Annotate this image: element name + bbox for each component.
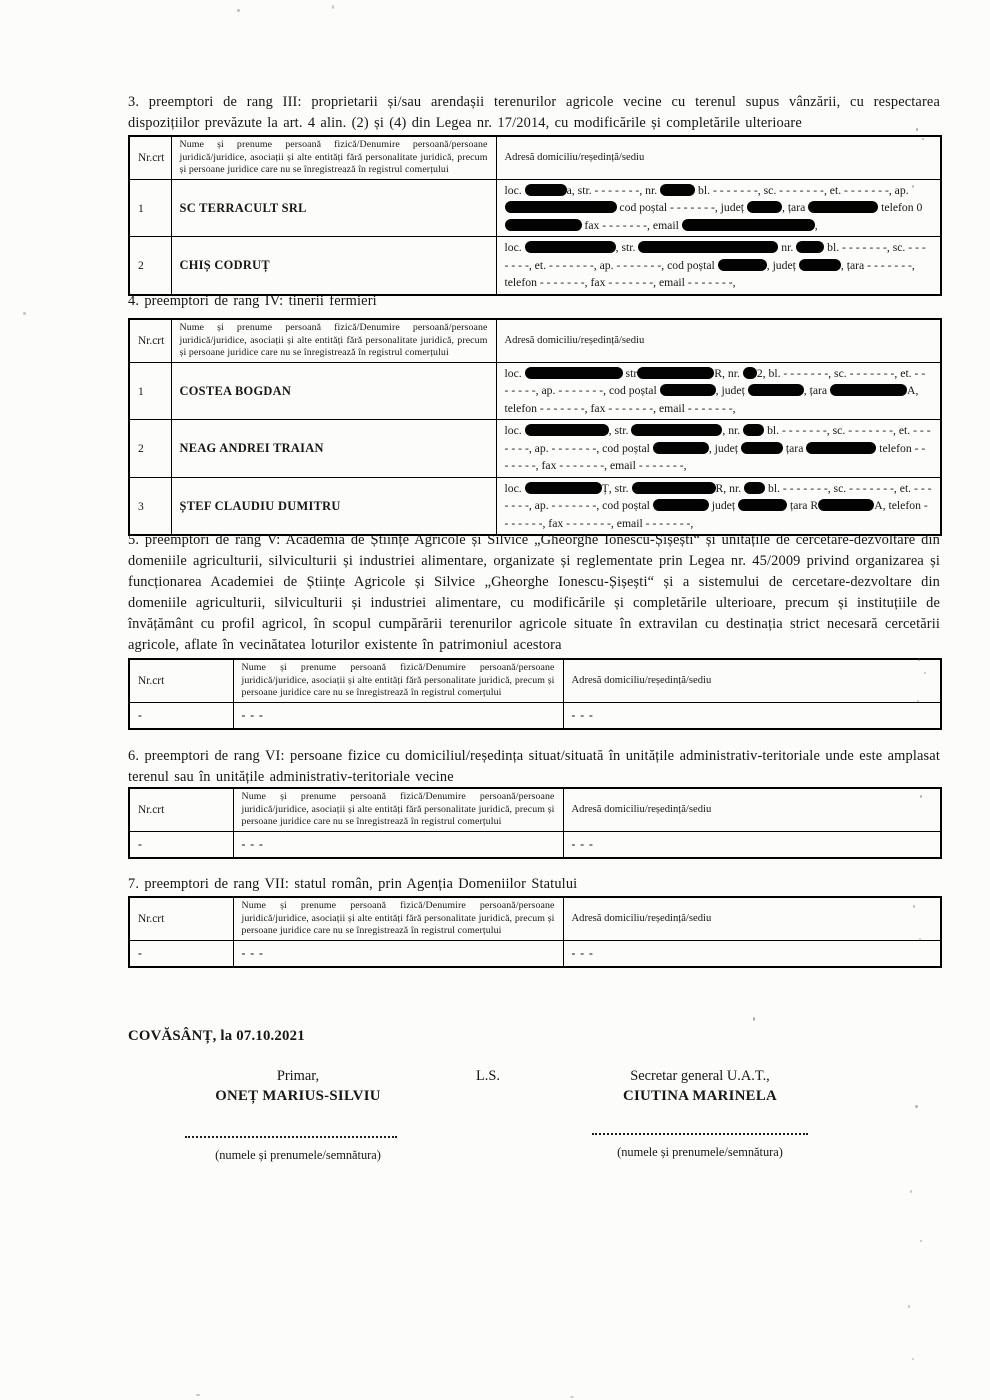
scan-speck xyxy=(237,9,240,12)
scan-speck xyxy=(332,5,334,9)
scan-speck xyxy=(920,1240,922,1242)
header-adresa: Adresă domiciliu/reședință/sediu xyxy=(496,136,941,179)
header-nr-crt: Nr.crt xyxy=(129,319,171,362)
signature-hint-right: (numele și prenumele/semnătura) xyxy=(617,1145,783,1159)
redaction-bar xyxy=(653,442,709,454)
table-row xyxy=(129,477,941,535)
scan-speck xyxy=(922,138,924,140)
section-7-title: 7. preemptori de rang VII: statul român, prin Agenția Domeniilor Statului xyxy=(128,876,578,892)
table-row-empty xyxy=(129,831,941,858)
scan-speck xyxy=(919,938,921,940)
redaction-bar xyxy=(525,424,609,436)
table-header-row xyxy=(129,897,941,940)
primar-name: ONEȚ MARIUS-SILVIU xyxy=(215,1088,381,1104)
redaction-bar xyxy=(743,367,757,379)
place-and-date: COVĂSÂNȚ, la 07.10.2021 xyxy=(128,1028,305,1044)
table-row xyxy=(129,420,941,478)
preemptor-address: loc. Ț, str. R, nr. bl. - - - - - - -, sc. - - - - - - -, et. - - - - - - -, ap. - - - - - - -, cod poștal județ țara R A, telefon - - - - - - -, fax - - - - - - -, email - - - - - - -, xyxy=(496,477,941,535)
header-nr-crt: Nr.crt xyxy=(129,788,233,831)
row-number: 3 xyxy=(129,477,171,535)
signature-footer xyxy=(128,1028,940,1198)
secretar-role-label: Secretar general U.A.T., xyxy=(630,1068,770,1084)
redaction-bar xyxy=(799,259,841,271)
table-row xyxy=(129,179,941,237)
header-adresa: Adresă domiciliu/reședință/sediu xyxy=(496,319,941,362)
scan-speck xyxy=(912,185,914,188)
scan-speck xyxy=(920,795,922,798)
preemptor-address: loc. a, str. - - - - - - -, nr. bl. - - - - - - -, sc. - - - - - - -, et. - - - - - - -, ap. cod poștal - - - - - - -, județ , țara telefon 0 fax - - - - - - -, email , xyxy=(496,179,941,237)
redaction-bar xyxy=(653,499,709,511)
redaction-bar xyxy=(525,482,602,494)
table-row xyxy=(129,237,941,295)
redaction-bar xyxy=(525,367,623,379)
redaction-bar xyxy=(660,384,716,396)
primar-role-label: Primar, xyxy=(276,1068,320,1084)
section-5-table xyxy=(128,658,942,730)
scan-speck xyxy=(910,1190,912,1193)
preemptor-name: - - - xyxy=(233,702,563,729)
redaction-bar xyxy=(631,424,722,436)
secretar-signature-block xyxy=(540,1068,860,1105)
redaction-bar xyxy=(808,201,878,213)
preemptor-address: - - - xyxy=(563,831,941,858)
header-nume: Nume și prenume persoană fizică/Denumire persoană/persoane juridică/juridice, asociații și alte entități fără personalitate juridică, precum și persoane juridice care nu se înregistrează în registrul comerțului xyxy=(233,788,563,831)
redaction-bar xyxy=(505,201,617,213)
preemptor-address: loc. str R, nr. 2, bl. - - - - - - -, sc. - - - - - - -, et. - - - - - - -, ap. - - - - - - -, cod poștal , județ , țara A, telefon - - - - - - -, fax - - - - - - -, email - - - - - - -, xyxy=(496,362,941,420)
signature-hint-left: (numele și prenumele/semnătura) xyxy=(215,1148,381,1162)
table-row xyxy=(129,362,941,420)
section-4-title: 4. preemptori de rang IV: tinerii fermieri xyxy=(128,293,377,309)
row-number: - xyxy=(129,831,233,858)
header-nume: Nume și prenume persoană fizică/Denumire persoană/persoane juridică/juridice, asociații și alte entități fără personalitate juridică, precum și persoane juridice care nu se înregistrează în registrul comerțului xyxy=(171,136,496,179)
redaction-bar xyxy=(718,259,767,271)
section-3-title: 3. preemptori de rang III: proprietarii și/sau arendașii terenurilor agricole vecine cu terenul supus vânzării, cu respectarea dispozițiilor prevăzute la art. 4 alin. (2) și (4) din Legea nr. 17/2014, cu modificările și completările ulterioare xyxy=(128,94,940,131)
redaction-bar xyxy=(748,384,804,396)
table-row-empty xyxy=(129,940,941,967)
redaction-bar xyxy=(660,184,695,196)
table-header-row xyxy=(129,136,941,179)
row-number: 2 xyxy=(129,237,171,295)
scan-speck xyxy=(916,128,918,131)
row-number: - xyxy=(129,702,233,729)
table-header-row xyxy=(129,788,941,831)
redaction-bar xyxy=(505,219,582,231)
header-adresa: Adresă domiciliu/reședință/sediu xyxy=(563,659,941,702)
redaction-bar xyxy=(806,442,876,454)
redaction-bar xyxy=(525,184,567,196)
signature-line-right xyxy=(592,1133,808,1135)
table-header-row xyxy=(129,659,941,702)
scan-speck xyxy=(918,658,920,661)
scan-speck xyxy=(915,1105,918,1108)
section-6-table xyxy=(128,787,942,859)
primar-signature-block xyxy=(188,1068,408,1105)
preemptor-address: loc. , str. nr. bl. - - - - - - -, sc. - - - - - - -, et. - - - - - - -, ap. - - - - - - -, cod poștal , județ , țara - - - - - - -, telefon - - - - - - -, fax - - - - - - -, email - - - - - - -, xyxy=(496,237,941,295)
preemptor-name: NEAG ANDREI TRAIAN xyxy=(171,420,496,478)
preemptor-address: loc. , str. , nr. bl. - - - - - - -, sc. - - - - - - -, et. - - - - - - -, ap. - - - - - - -, cod poștal , județ țara telefon - - - - - - -, fax - - - - - - -, email - - - - - - -, xyxy=(496,420,941,478)
secretar-name: CIUTINA MARINELA xyxy=(622,1088,778,1104)
preemptor-name: SC TERRACULT SRL xyxy=(171,179,496,237)
redaction-bar xyxy=(744,482,765,494)
redaction-bar xyxy=(796,241,824,253)
redaction-bar xyxy=(741,442,783,454)
scan-speck xyxy=(908,1305,910,1308)
ls-stamp-label: L.S. xyxy=(476,1068,500,1084)
row-number: - xyxy=(129,940,233,967)
scan-speck xyxy=(913,905,915,908)
header-adresa: Adresă domiciliu/reședință/sediu xyxy=(563,897,941,940)
redaction-bar xyxy=(818,499,874,511)
scan-speck xyxy=(23,312,26,315)
row-number: 1 xyxy=(129,362,171,420)
preemptor-name: COSTEA BOGDAN xyxy=(171,362,496,420)
redaction-bar xyxy=(525,241,616,253)
scan-speck xyxy=(570,1396,574,1398)
header-nr-crt: Nr.crt xyxy=(129,136,171,179)
section-6-title: 6. preemptori de rang VI: persoane fizice cu domiciliul/reședința situat/situată în unitățile administrativ-teritoriale unde este amplasat terenul sau în unitățile administrativ-teritoriale vecine xyxy=(128,748,940,785)
redaction-bar xyxy=(743,424,764,436)
preemptor-address: - - - xyxy=(563,940,941,967)
redaction-bar xyxy=(830,384,907,396)
redaction-bar xyxy=(747,201,782,213)
scan-speck xyxy=(196,1394,200,1396)
section-3-table xyxy=(128,135,942,296)
redaction-bar xyxy=(632,482,716,494)
preemptor-name: - - - xyxy=(233,940,563,967)
table-header-row xyxy=(129,319,941,362)
header-nume: Nume și prenume persoană fizică/Denumire persoană/persoane juridică/juridice, asociații și alte entități fără personalitate juridică, precum și persoane juridice care nu se înregistrează în registrul comerțului xyxy=(233,897,563,940)
redaction-bar xyxy=(738,499,787,511)
scan-speck xyxy=(917,700,919,703)
preemptor-name: - - - xyxy=(233,831,563,858)
header-nume: Nume și prenume persoană fizică/Denumire persoană/persoane juridică/juridice, asociații și alte entități fără personalitate juridică, precum și persoane juridice care nu se înregistrează în registrul comerțului xyxy=(171,319,496,362)
preemptor-name: ȘTEF CLAUDIU DUMITRU xyxy=(171,477,496,535)
section-7-table xyxy=(128,896,942,968)
scan-speck xyxy=(924,672,926,674)
scan-speck xyxy=(753,1017,755,1021)
section-5-title: 5. preemptori de rang V: Academia de Științe Agricole și Silvice „Gheorghe Ionescu-Șișești“ și unitățile de cercetare-dezvoltare din domeniile agriculturii, silviculturii și industriei alimentare, organizate și reglementate prin Legea nr. 45/2009 privind organizarea și funcționarea Academiei de Științe Agricole și Silvice „Gheorghe Ionescu-Șișești“ și a sistemului de cercetare-dezvoltare din domeniile agriculturii, silviculturii și industriei alimentare, cu modificările și completările ulterioare, precum și instituțiile de învățământ cu profil agricol, în scopul cumpărării terenurilor agricole situate în extravilan cu destinația strict necesară cercetării agricole, aflate în vecinătatea loturilor existente în patrimoniul acestora xyxy=(128,532,940,653)
table-row-empty xyxy=(129,702,941,729)
redaction-bar xyxy=(637,367,714,379)
signature-line-left xyxy=(185,1136,397,1138)
header-nr-crt: Nr.crt xyxy=(129,659,233,702)
row-number: 1 xyxy=(129,179,171,237)
header-adresa: Adresă domiciliu/reședință/sediu xyxy=(563,788,941,831)
scan-speck xyxy=(912,1358,914,1360)
section-4-table xyxy=(128,318,942,536)
preemptor-name: CHIȘ CODRUȚ xyxy=(171,237,496,295)
preemptor-address: - - - xyxy=(563,702,941,729)
redaction-bar xyxy=(682,219,815,231)
row-number: 2 xyxy=(129,420,171,478)
header-nume: Nume și prenume persoană fizică/Denumire persoană/persoane juridică/juridice, asociații și alte entități fără personalitate juridică, precum și persoane juridice care nu se înregistrează în registrul comerțului xyxy=(233,659,563,702)
redaction-bar xyxy=(638,241,778,253)
header-nr-crt: Nr.crt xyxy=(129,897,233,940)
